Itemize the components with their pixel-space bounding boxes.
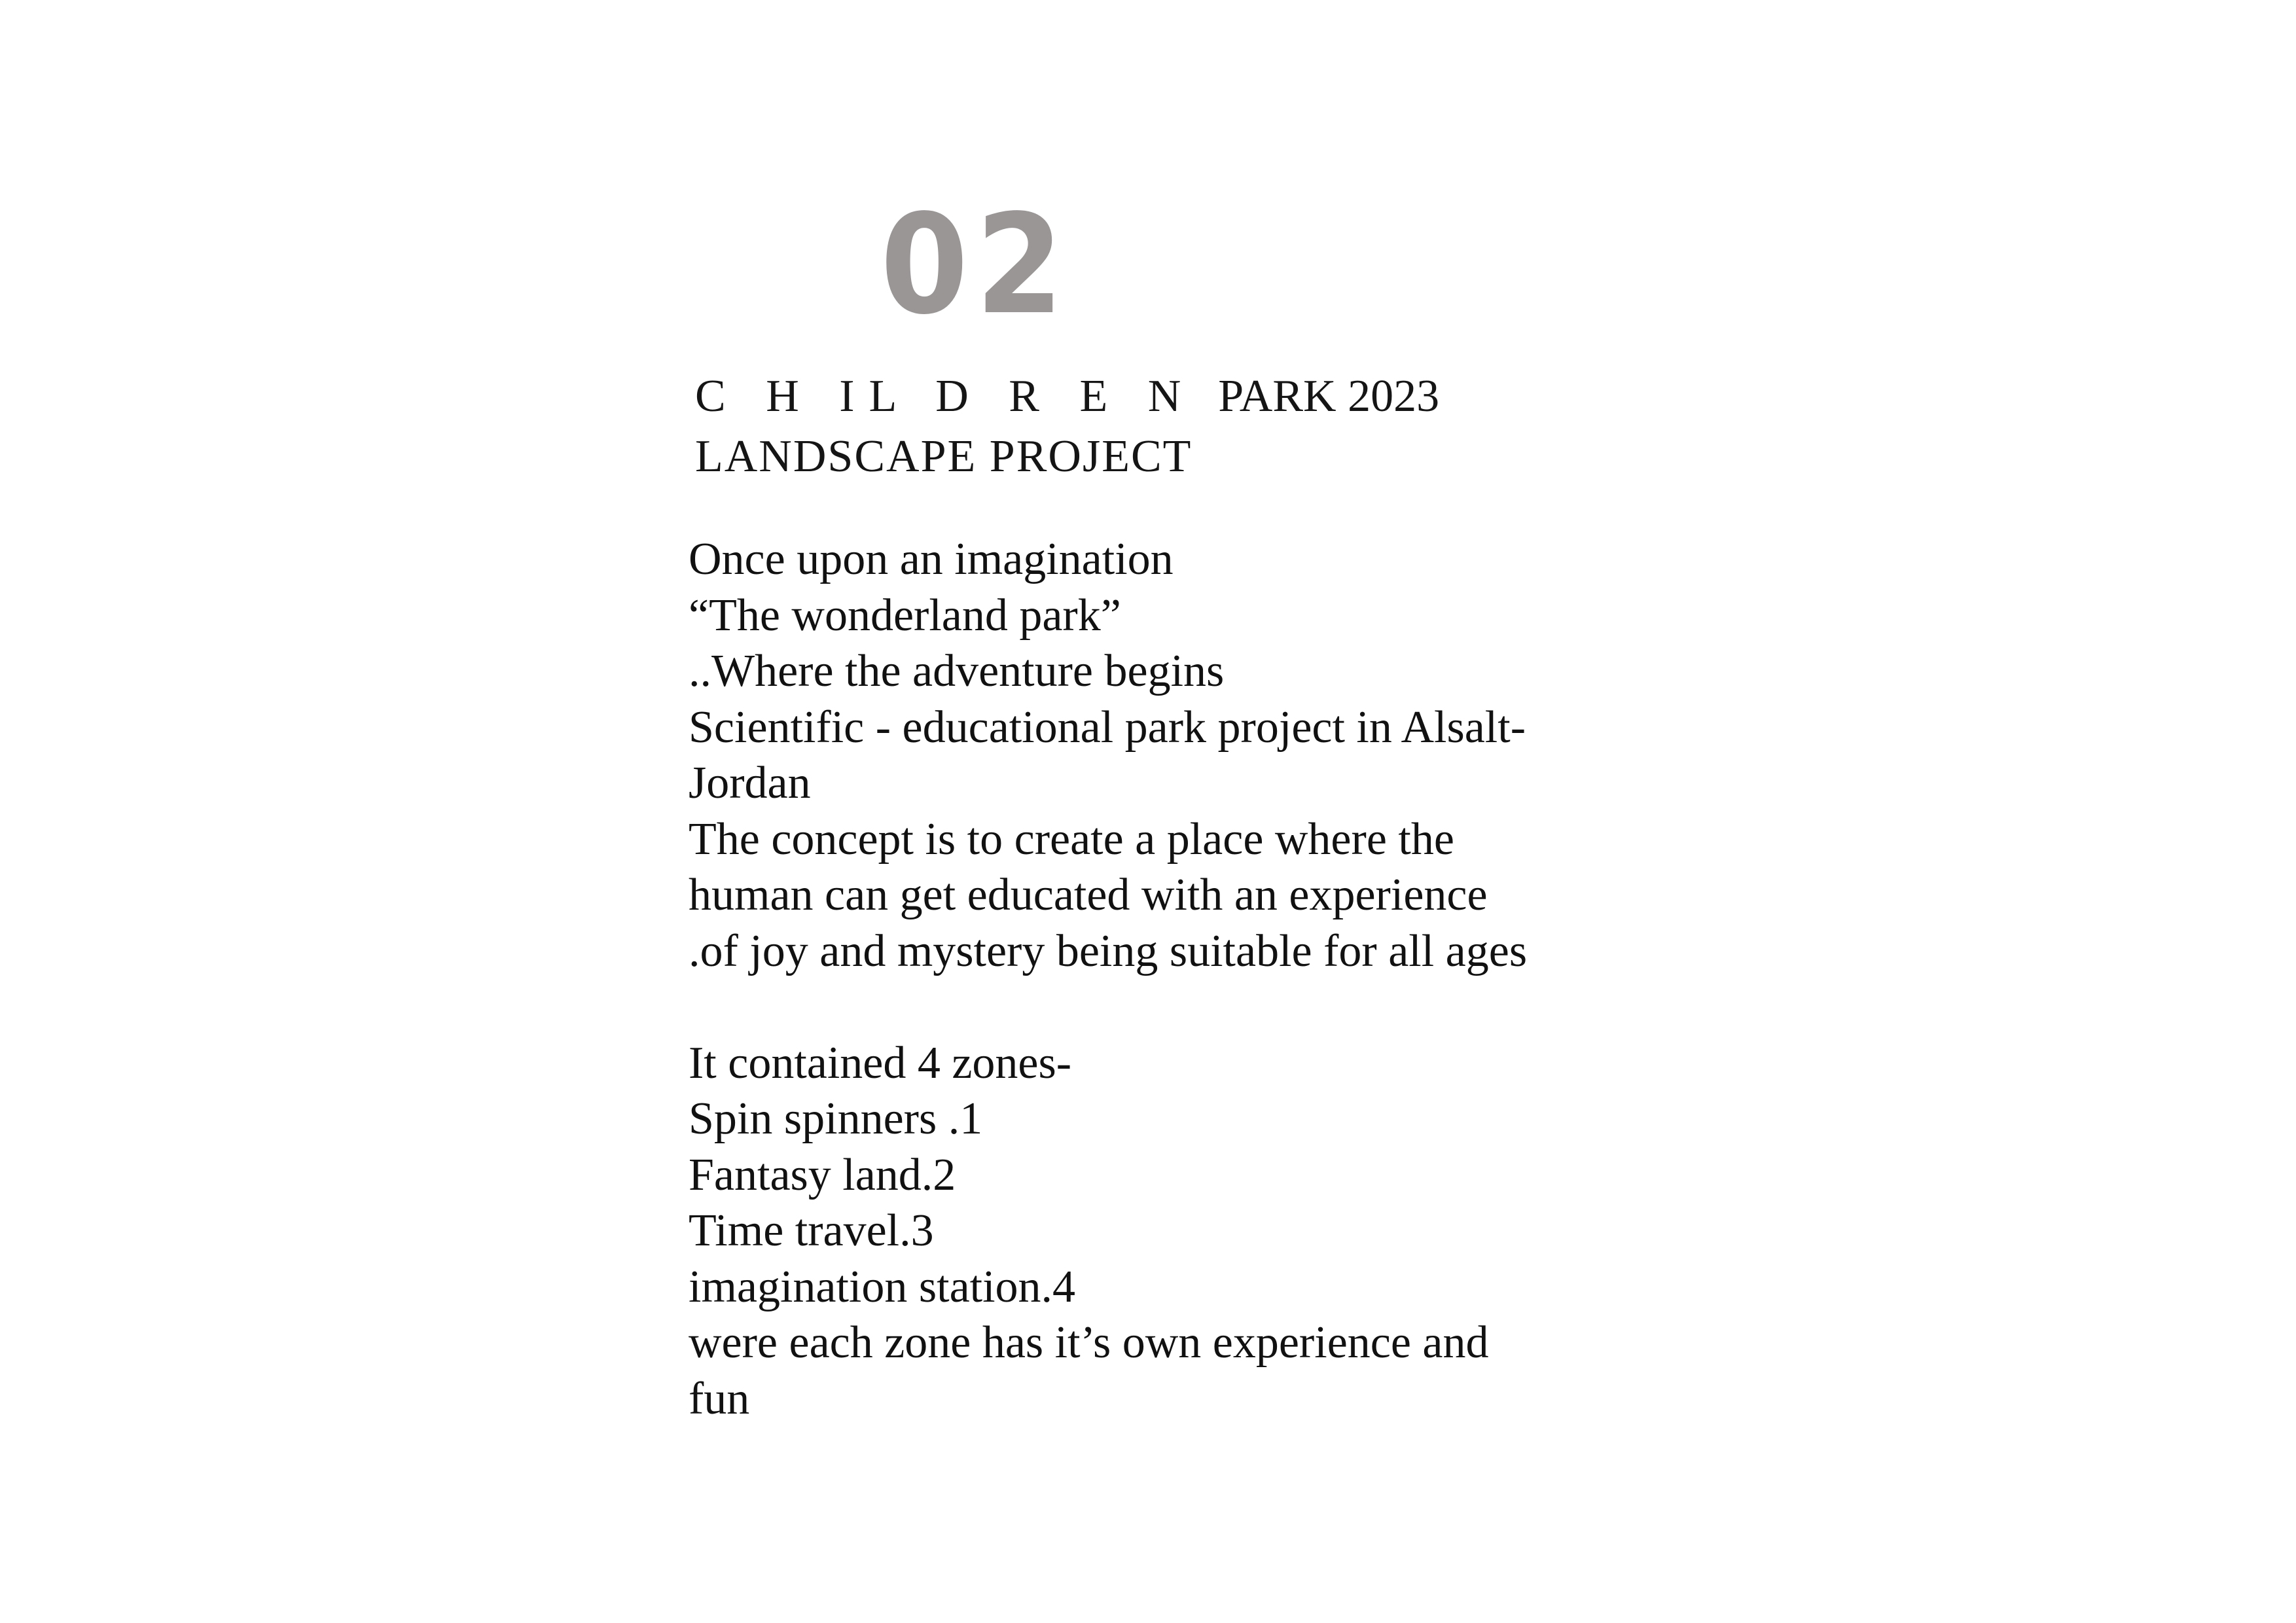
intro-line: “The wonderland park” bbox=[689, 590, 1121, 641]
intro-line: .of joy and mystery being suitable for all ages bbox=[689, 925, 1528, 976]
title-park-year: PARK 2023 bbox=[1218, 371, 1440, 421]
title-children: C H IL D R E N bbox=[695, 371, 1196, 421]
intro-line: Once upon an imagination bbox=[689, 534, 1174, 584]
zones-line: Spin spinners .1 bbox=[689, 1094, 983, 1144]
zones-line: Time travel.3 bbox=[689, 1205, 934, 1256]
intro-line: human can get educated with an experience bbox=[689, 870, 1488, 920]
project-title bbox=[695, 366, 1439, 487]
zones-line: It contained 4 zones- bbox=[689, 1037, 1072, 1088]
paragraph-spacer bbox=[689, 979, 1644, 1035]
zones-line: were each zone has it’s own experience and bbox=[689, 1317, 1489, 1368]
zones-line: fun bbox=[689, 1373, 750, 1424]
section-number: 02 bbox=[880, 185, 1071, 345]
intro-line: Jordan bbox=[689, 758, 811, 808]
intro-line: The concept is to create a place where the bbox=[689, 813, 1454, 865]
zones-line: imagination station.4 bbox=[689, 1261, 1076, 1312]
intro-line: Scientific - educational park project in Alsalt- bbox=[689, 702, 1526, 753]
title-line-2: LANDSCAPE PROJECT bbox=[695, 431, 1193, 482]
zones-line: Fantasy land.2 bbox=[689, 1149, 956, 1200]
intro-line: ..Where the adventure begins bbox=[689, 646, 1225, 696]
project-description bbox=[689, 531, 1644, 1427]
title-line-1 bbox=[695, 366, 1439, 427]
